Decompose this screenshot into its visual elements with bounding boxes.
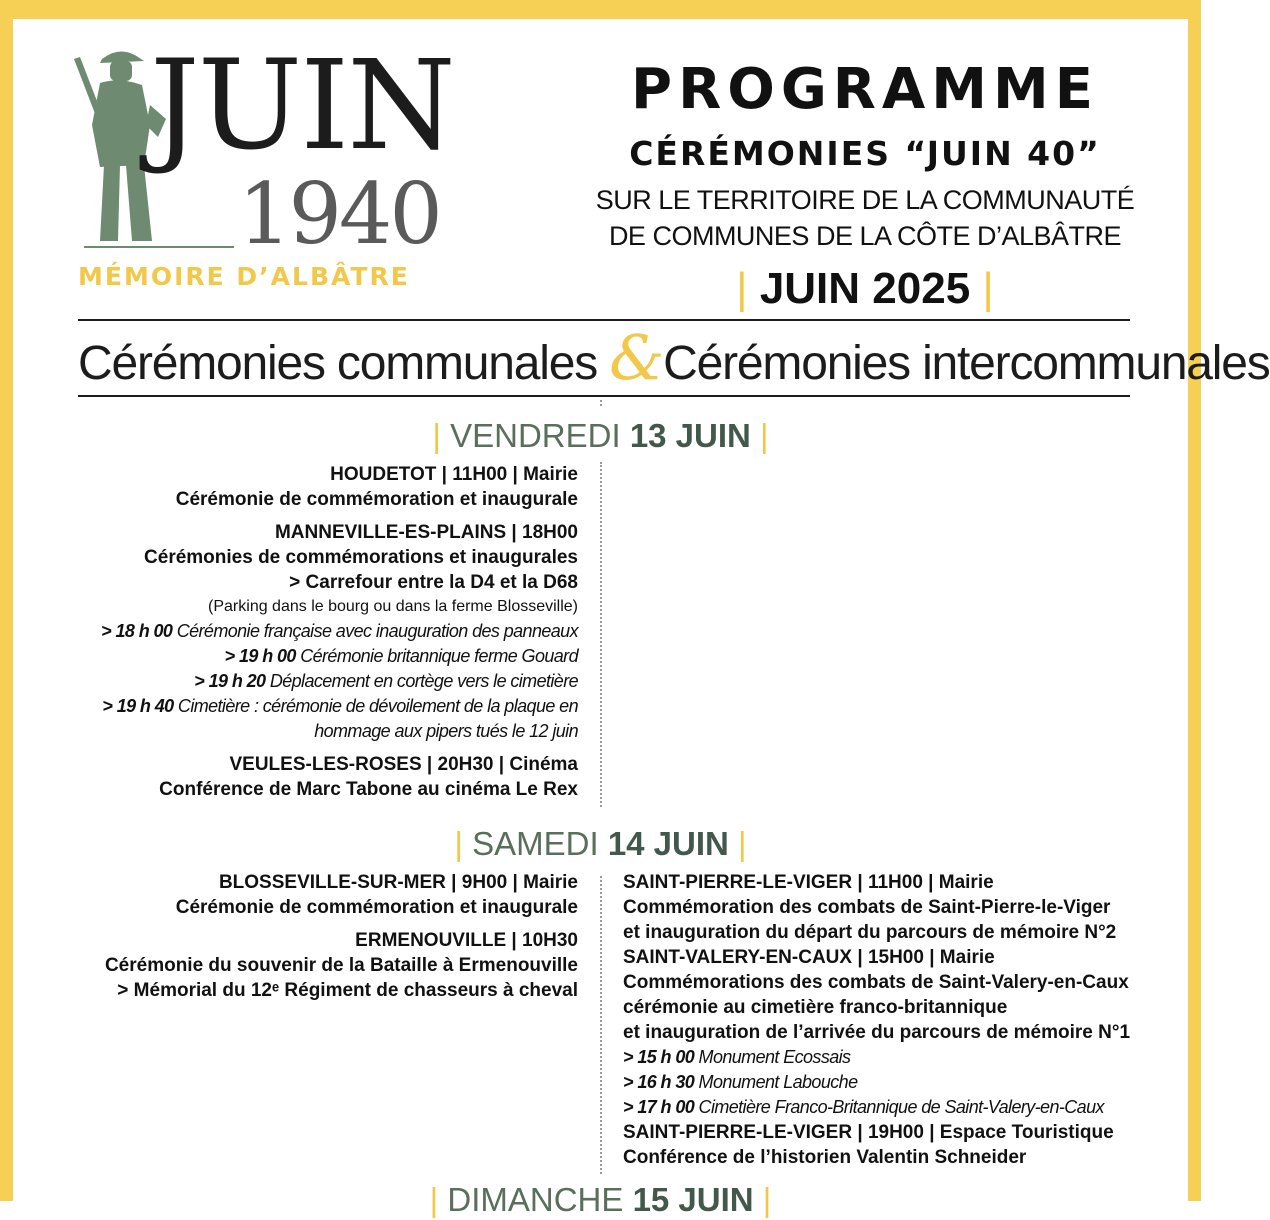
event-description: Conférence de Marc Tabone au cinéma Le Rex <box>159 779 578 800</box>
banner-rule-top <box>78 319 1130 321</box>
schedule-item: > 19 h 20 Déplacement en cortège vers le cimetière <box>194 671 578 691</box>
event-description: Commémoration des combats de Saint-Pierre-le-Viger <box>623 897 1111 918</box>
event-description: Cérémonie du souvenir de la Bataille à Ermenouville <box>104 955 578 976</box>
event-description: Cérémonie de commémoration et inaugurale <box>175 489 578 510</box>
column-divider <box>600 462 602 807</box>
day-heading-saturday: | SAMEDI 14 JUIN | <box>454 825 747 862</box>
event-note: (Parking dans le bourg ou dans la ferme Blosseville) <box>208 598 578 615</box>
territory-text <box>592 182 1138 254</box>
logo-year: 1940 <box>238 165 440 263</box>
event-location: > Mémorial du 12ᵉ Régiment de chasseurs à cheval <box>117 980 578 1001</box>
schedule-item: > 19 h 40 Cimetière : cérémonie de dévoilement de la plaque en <box>102 696 578 716</box>
programme-title: PROGRAMME <box>631 57 1099 122</box>
schedule-item: > 17 h 00 Cimetière Franco-Britannique de Saint-Valery-en-Caux <box>623 1097 1104 1117</box>
event-heading: HOUDETOT | 11H00 | Mairie <box>330 464 578 485</box>
territory-line-1: SUR LE TERRITOIRE DE LA COMMUNAUTÉ <box>595 185 1135 215</box>
logo-word: JUIN <box>150 34 454 178</box>
event-description: Commémorations des combats de Saint-Valery-en-Caux <box>623 972 1129 993</box>
banner-left: Cérémonies communales <box>78 337 598 390</box>
event-heading: ERMENOUVILLE | 10H30 <box>355 930 578 951</box>
event-description: Cérémonie de commémoration et inaugurale <box>175 897 578 918</box>
separator-bar: | <box>736 264 748 313</box>
event-heading: VEULES-LES-ROSES | 20H30 | Cinéma <box>229 754 578 775</box>
saturday-right-column <box>623 870 1130 1170</box>
event-heading: MANNEVILLE-ES-PLAINS | 18H00 <box>274 522 578 543</box>
saturday-left-column <box>105 870 578 1003</box>
yellow-frame-top <box>0 0 1201 19</box>
friday-left-column <box>101 462 578 802</box>
yellow-frame-right <box>1188 0 1201 1201</box>
event-heading: SAINT-PIERRE-LE-VIGER | 19H00 | Espace Touristique <box>623 1122 1114 1143</box>
schedule-item-continued: hommage aux pipers tués le 12 juin <box>314 721 578 741</box>
column-divider <box>600 400 602 406</box>
event-description: cérémonie au cimetière franco-britannique <box>623 997 1008 1018</box>
banner-rule-bottom <box>78 395 1130 397</box>
column-divider <box>600 876 602 1174</box>
day-heading-sunday: | DIMANCHE 15 JUIN | <box>429 1181 772 1218</box>
event-heading: SAINT-PIERRE-LE-VIGER | 11H00 | Mairie <box>623 872 994 893</box>
event-heading: BLOSSEVILLE-SUR-MER | 9H00 | Mairie <box>218 872 578 893</box>
date-heading <box>592 262 1138 316</box>
banner-right: Cérémonies intercommunales <box>663 337 1270 390</box>
ceremony-types-banner <box>78 321 1270 394</box>
event-description: et inauguration de l’arrivée du parcours de mémoire N°1 <box>623 1022 1131 1043</box>
logo-subtitle: MÉMOIRE D’ALBÂTRE <box>78 262 410 291</box>
schedule-item: > 19 h 00 Cérémonie britannique ferme Gouard <box>224 646 578 666</box>
separator-bar: | <box>982 264 994 313</box>
event-description: Conférence de l’historien Valentin Schneider <box>623 1147 1027 1168</box>
event-description: et inauguration du départ du parcours de mémoire N°2 <box>623 922 1117 943</box>
schedule-item: > 16 h 30 Monument Labouche <box>623 1072 858 1092</box>
event-description: Cérémonies de commémorations et inaugurales <box>144 547 578 568</box>
day-heading-friday: | VENDREDI 13 JUIN | <box>432 417 769 454</box>
schedule-item: > 15 h 00 Monument Ecossais <box>623 1047 851 1067</box>
event-heading: SAINT-VALERY-EN-CAUX | 15H00 | Mairie <box>623 947 995 968</box>
schedule-item: > 18 h 00 Cérémonie française avec inauguration des panneaux <box>101 621 578 641</box>
ceremonies-subtitle: CÉRÉMONIES “JUIN 40” <box>629 134 1101 173</box>
ampersand: & <box>609 321 664 394</box>
yellow-frame-left <box>0 0 13 1201</box>
logo-rule <box>84 246 234 248</box>
territory-line-2: DE COMMUNES DE LA CÔTE D’ALBÂTRE <box>608 221 1122 251</box>
event-location: > Carrefour entre la D4 et la D68 <box>289 572 578 593</box>
date-text: JUIN 2025 <box>759 264 971 313</box>
